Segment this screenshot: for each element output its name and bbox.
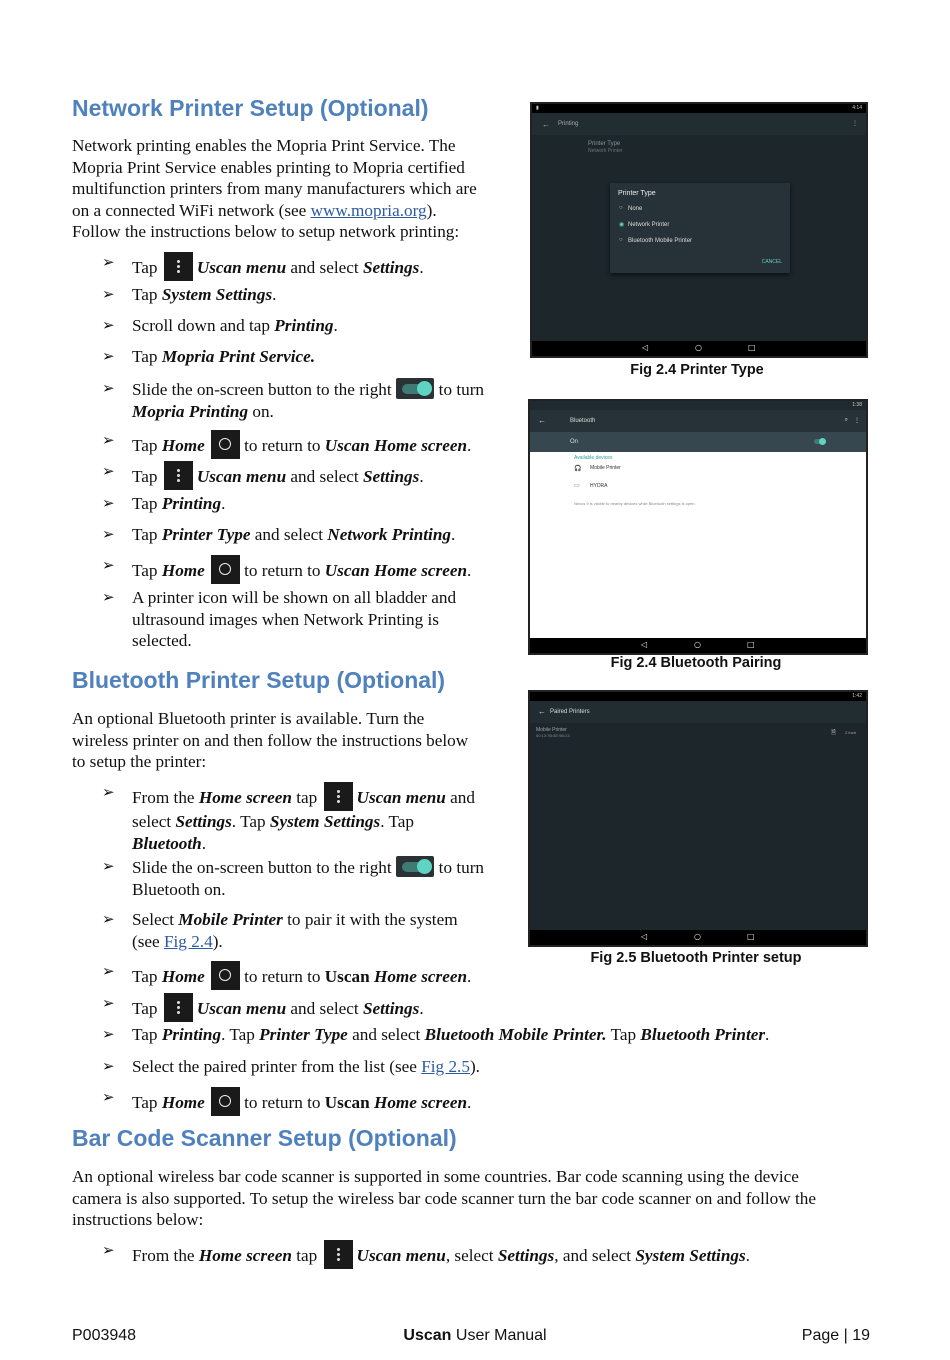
- bullet-arrow-icon: ➢: [102, 494, 115, 512]
- bullet-arrow-icon: ➢: [102, 347, 115, 365]
- toggle-icon: [396, 856, 434, 877]
- bullet-arrow-icon: ➢: [102, 431, 115, 449]
- bullet-arrow-icon: ➢: [102, 588, 115, 606]
- bullet-arrow-icon: ➢: [102, 783, 115, 801]
- back-icon: ◁: [642, 343, 649, 352]
- status-bar: ▮ 4:14: [532, 104, 866, 113]
- paired-printers-screenshot: 1:42 ← Paired Printers Mobile Printer 00:13:7B:5E:9B:23 🗎 2 Inch ◁ ○ □: [528, 690, 868, 947]
- bluetooth-toggle-row: On: [530, 432, 866, 452]
- mopria-link[interactable]: www.mopria.org: [310, 200, 427, 220]
- bullet-arrow-icon: ➢: [102, 962, 115, 980]
- navigation-bar: [530, 930, 866, 945]
- home-nav-icon: ○: [694, 932, 701, 941]
- network-intro: Network printing enables the Mopria Print Service. The Mopria Print Service enables printing to Mopria certified multifunction printers from many manufacturers which are on a connected WiFi network (see www.mopria.org). Follow the instructions below to setup network printing:: [72, 136, 477, 241]
- fig-2-4-link[interactable]: Fig 2.4: [163, 931, 213, 951]
- bullet-arrow-icon: ➢: [102, 556, 115, 574]
- fig-2-5-link[interactable]: Fig 2.5: [421, 1057, 470, 1076]
- app-bar: ← Bluetooth ⌕ ⋮: [530, 410, 866, 432]
- bullet-arrow-icon: ➢: [102, 253, 115, 271]
- bullet-arrow-icon: ➢: [102, 525, 115, 543]
- home-nav-icon: ○: [694, 640, 701, 649]
- toggle-icon: [396, 378, 434, 399]
- bluetooth-pairing-screenshot: 1:38 ← Bluetooth ⌕ ⋮ On Available devices 🎧 Mobile Printer ▭ HYDRA Nexus 9 is visible to nearby devices while Bluetooth settings is open. ◁ ○ □: [528, 399, 868, 655]
- recents-icon: □: [748, 343, 756, 352]
- figure-caption: Fig 2.4 Printer Type: [630, 362, 764, 378]
- bullet-arrow-icon: ➢: [102, 994, 115, 1012]
- recents-icon: □: [747, 640, 755, 649]
- home-icon: [211, 1087, 240, 1116]
- menu-icon: [164, 461, 193, 490]
- app-bar: ← Printing ⋮: [532, 113, 866, 135]
- menu-icon: [164, 993, 193, 1022]
- bullet-arrow-icon: ➢: [102, 379, 115, 397]
- bluetooth-section-title: Bluetooth Printer Setup (Optional): [72, 667, 446, 693]
- bullet-arrow-icon: ➢: [102, 462, 115, 480]
- doc-id: P003948: [72, 1327, 137, 1344]
- navigation-bar: [532, 341, 866, 356]
- figure-caption: Fig 2.5 Bluetooth Printer setup: [590, 950, 802, 966]
- figure-caption: Fig 2.4 Bluetooth Pairing: [610, 655, 782, 671]
- status-bar: 1:42: [530, 692, 866, 701]
- back-icon: ◁: [641, 932, 648, 941]
- menu-icon: [324, 1240, 353, 1269]
- bullet-arrow-icon: ➢: [102, 285, 115, 303]
- status-bar: 1:38: [530, 401, 866, 410]
- barcode-section-title: Bar Code Scanner Setup (Optional): [72, 1125, 457, 1151]
- page-number: Page | 19: [801, 1327, 870, 1344]
- home-nav-icon: ○: [695, 343, 702, 352]
- printer-type-dialog: Printer Type ○ None ◉ Network Printer ○ Bluetooth Mobile Printer CANCEL: [610, 183, 790, 273]
- barcode-intro: An optional wireless bar code scanner is supported in some countries. Bar code scanning using the device camera is also supported. To setup the wireless bar code scanner turn the bar code scanner on and follow the instructions below:: [72, 1167, 816, 1229]
- bullet-arrow-icon: ➢: [102, 1088, 115, 1106]
- home-icon: [211, 961, 240, 990]
- network-section-title: Network Printer Setup (Optional): [72, 95, 429, 121]
- bullet-arrow-icon: ➢: [102, 316, 115, 334]
- menu-icon: [164, 252, 193, 281]
- bluetooth-intro: An optional Bluetooth printer is available. Turn the wireless printer on and then follow the instructions below to setup the printer:: [72, 709, 469, 771]
- home-icon: [211, 430, 240, 459]
- bullet-arrow-icon: ➢: [102, 910, 115, 928]
- bullet-arrow-icon: ➢: [102, 857, 115, 875]
- app-bar: ← Paired Printers: [530, 701, 866, 723]
- printer-type-screenshot: ▮ 4:14 ← Printing ⋮ Printer Type Network Printer Printer Type ○ None ◉ Network Printer ○ Bluetooth Mobile Printer CANCEL ◁ ○ □: [530, 102, 868, 358]
- manual-title: Uscan User Manual: [403, 1327, 547, 1344]
- menu-icon: [324, 782, 353, 811]
- navigation-bar: [530, 638, 866, 653]
- back-icon: ◁: [641, 640, 648, 649]
- bullet-arrow-icon: ➢: [102, 1057, 115, 1075]
- bullet-arrow-icon: ➢: [102, 1241, 115, 1259]
- recents-icon: □: [747, 932, 755, 941]
- home-icon: [211, 555, 240, 584]
- bullet-arrow-icon: ➢: [102, 1025, 115, 1043]
